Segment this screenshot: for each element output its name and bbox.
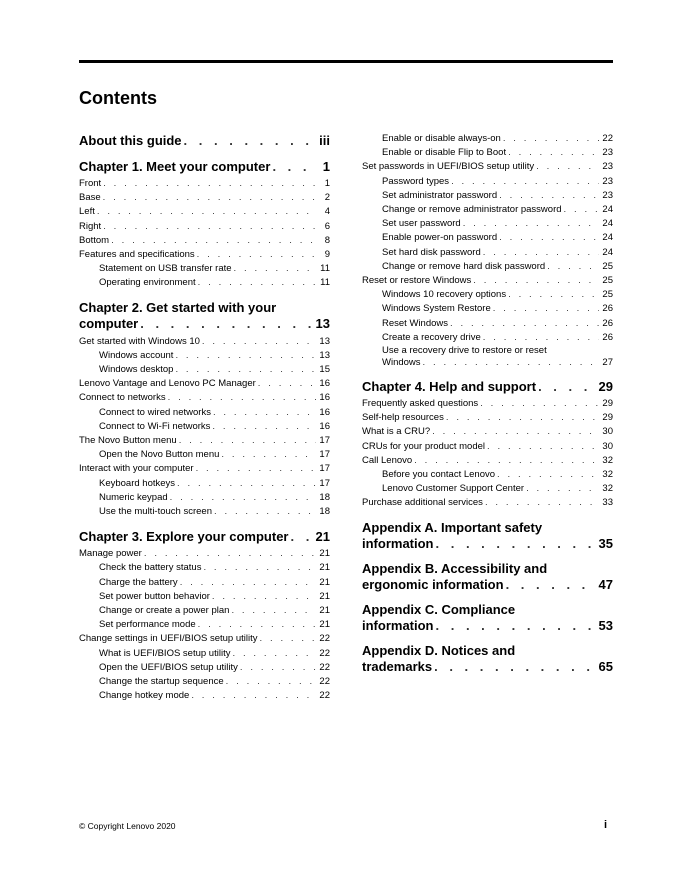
toc-entry-page: 27 <box>602 357 613 369</box>
toc-subsection-entry[interactable] <box>362 288 613 302</box>
toc-entry-title: Numeric keypad <box>99 491 168 503</box>
toc-entry-page: 26 <box>602 317 613 329</box>
toc-entry-page: 21 <box>319 590 330 602</box>
toc-entry-title: Chapter 4. Help and support <box>362 379 537 395</box>
toc-subsection-entry[interactable] <box>79 590 330 604</box>
toc-entry-title: Windows <box>382 357 421 369</box>
dot-leader <box>179 434 316 448</box>
dot-leader <box>506 577 597 593</box>
toc-entry-title: Frequently asked questions <box>362 398 479 410</box>
toc-entry-title: ergonomic information <box>362 576 504 592</box>
toc-entry-title: Open the Novo Button menu <box>99 449 220 461</box>
toc-entry-title: Set performance mode <box>99 619 196 631</box>
toc-entry-title: Reset Windows <box>382 317 448 329</box>
toc-entry-page: 32 <box>602 469 613 481</box>
toc-entry-page: 17 <box>319 435 330 447</box>
page-number: i <box>604 819 608 831</box>
toc-entry-page: 22 <box>319 661 330 673</box>
toc-entry-title: Windows System Restore <box>382 303 491 315</box>
toc-entry-title: Set administrator password <box>382 189 498 201</box>
toc-section-entry[interactable] <box>362 274 613 288</box>
copyright-notice: © Copyright Lenovo 2020 <box>79 821 176 831</box>
toc-entry-page: 24 <box>602 246 613 258</box>
toc-entry-title: Check the battery status <box>99 562 202 574</box>
toc-entry[interactable] <box>79 316 330 332</box>
toc-entry-title: What is a CRU? <box>362 426 431 438</box>
toc-entry-title: information <box>362 617 434 633</box>
toc-chapter-entry[interactable] <box>79 300 330 332</box>
toc-subsection-entry[interactable] <box>79 262 330 276</box>
toc-entry-page: 33 <box>602 497 613 509</box>
toc-subsection-entry[interactable] <box>79 349 330 363</box>
toc-entry-page: 22 <box>319 633 330 645</box>
toc-entry-page: 2 <box>324 192 330 204</box>
toc-entry-page: 47 <box>598 576 613 592</box>
toc-entry-page: 16 <box>319 406 330 418</box>
toc-entry-page: 13 <box>319 335 330 347</box>
toc-subsection-entry[interactable] <box>362 217 613 231</box>
toc-section-entry[interactable] <box>79 632 330 646</box>
toc-subsection-entry[interactable] <box>79 491 330 505</box>
toc-section-entry[interactable] <box>362 160 613 174</box>
dot-leader <box>226 675 316 689</box>
toc-entry-title: Change or remove administrator password <box>382 204 562 216</box>
toc-entry[interactable] <box>362 536 613 552</box>
toc-entry-page: 32 <box>602 483 613 495</box>
toc-section-entry[interactable] <box>362 440 613 454</box>
dot-leader <box>538 378 596 395</box>
toc-entry-page: 29 <box>598 379 613 395</box>
toc-chapter-entry[interactable] <box>79 158 330 175</box>
page-title: Contents <box>79 88 157 108</box>
toc-subsection-entry[interactable] <box>362 482 613 496</box>
dot-leader <box>198 276 316 290</box>
toc-subsection-entry[interactable] <box>79 420 330 434</box>
dot-leader <box>487 440 599 454</box>
toc-subsection-entry[interactable] <box>79 448 330 462</box>
toc-entry[interactable] <box>382 357 613 369</box>
toc-entry-page: 53 <box>598 617 613 633</box>
toc-entry-page: 21 <box>319 619 330 631</box>
toc-subsection-entry[interactable] <box>79 647 330 661</box>
toc-section-entry[interactable] <box>79 391 330 405</box>
toc-section-entry[interactable] <box>79 248 330 262</box>
dot-leader <box>451 175 599 189</box>
toc-entry-page: 16 <box>319 378 330 390</box>
toc-chapter-entry[interactable] <box>362 378 613 395</box>
toc-entry-page: 9 <box>324 249 330 261</box>
toc-entry-page: 16 <box>319 420 330 432</box>
toc-entry-title: CRUs for your product model <box>362 440 486 452</box>
toc-entry-title: Open the UEFI/BIOS setup utility <box>99 661 238 673</box>
toc-section-entry[interactable] <box>362 425 613 439</box>
toc-chapter-entry[interactable] <box>362 520 613 552</box>
toc-entry-page: 24 <box>602 204 613 216</box>
dot-leader <box>203 561 316 575</box>
toc-subsection-entry[interactable] <box>79 675 330 689</box>
toc-entry-title: Connect to networks <box>79 392 166 404</box>
toc-entry-title: Windows 10 recovery options <box>382 289 507 301</box>
toc-entry-title: Create a recovery drive <box>382 331 481 343</box>
toc-entry-title: Windows desktop <box>99 364 174 376</box>
toc-entry-title: information <box>362 535 434 551</box>
toc-entry-page: 23 <box>602 189 613 201</box>
toc-entry-page: 1 <box>324 178 330 189</box>
toc-entry-page: 21 <box>315 529 330 545</box>
toc-entry-page: 26 <box>602 331 613 343</box>
toc-subsection-entry[interactable] <box>79 561 330 575</box>
toc-section-entry[interactable] <box>79 462 330 476</box>
dot-leader <box>483 246 599 260</box>
dot-leader <box>214 505 316 519</box>
dot-leader <box>499 231 599 245</box>
toc-entry-title: Appendix D. Notices and <box>362 642 516 658</box>
toc-entry-title: Appendix B. Accessibility and <box>362 560 548 576</box>
toc-entry-page: 8 <box>324 234 330 246</box>
toc-entry-page: 11 <box>320 277 330 289</box>
toc-entry-page: 17 <box>319 477 330 489</box>
dot-leader <box>232 647 316 661</box>
toc-entry-page: 30 <box>602 426 613 438</box>
dot-leader <box>508 288 599 302</box>
toc-entry-title: Front <box>79 178 102 189</box>
dot-leader <box>450 317 599 331</box>
dot-leader <box>212 420 316 434</box>
toc-entry-page: 26 <box>602 303 613 315</box>
toc-entry-title: Call Lenovo <box>362 454 413 466</box>
toc-entry-page: 24 <box>602 232 613 244</box>
dot-leader <box>191 689 316 703</box>
toc-subsection-entry[interactable] <box>79 618 330 632</box>
toc-subsection-entry[interactable] <box>79 661 330 675</box>
toc-entry-title: Enable or disable always-on <box>382 133 501 144</box>
toc-entry-page: 32 <box>602 454 613 466</box>
toc-entry-page: 24 <box>602 218 613 230</box>
toc-entry-page: 6 <box>324 220 330 232</box>
toc-subsection-entry[interactable] <box>79 477 330 491</box>
toc-entry[interactable] <box>362 659 613 675</box>
dot-leader <box>221 448 316 462</box>
toc-section-entry[interactable] <box>79 220 330 234</box>
toc-entry-title: Change or create a power plan <box>99 605 230 617</box>
toc-entry-title: Keyboard hotkeys <box>99 477 176 489</box>
toc-entry-title: Self-help resources <box>362 412 444 424</box>
dot-leader <box>140 316 313 332</box>
toc-subsection-entry[interactable] <box>362 260 613 274</box>
toc-entry-page: 16 <box>319 392 330 404</box>
toc-section-entry[interactable] <box>362 411 613 425</box>
toc-entry-title: Set power button behavior <box>99 590 210 602</box>
toc-entry-title: trademarks <box>362 658 433 674</box>
dot-leader <box>103 220 316 234</box>
toc-entry-title: Windows account <box>99 349 174 361</box>
dot-leader <box>111 234 316 248</box>
toc-subsection-entry[interactable] <box>79 276 330 290</box>
toc-section-entry[interactable] <box>362 397 613 411</box>
dot-leader <box>170 491 316 505</box>
toc-left-column <box>79 132 330 704</box>
toc-entry-page: 1 <box>322 159 330 174</box>
toc-section-entry[interactable] <box>79 234 330 248</box>
toc-entry-page: 22 <box>602 133 613 144</box>
toc-section-entry[interactable] <box>362 496 613 510</box>
toc-entry-page: 18 <box>319 491 330 503</box>
toc-entry-page: 17 <box>319 449 330 461</box>
toc-entry-title: Get started with Windows 10 <box>79 335 200 347</box>
toc-entry-title: Manage power <box>79 548 142 560</box>
toc-entry-page: 13 <box>315 315 330 331</box>
dot-leader <box>197 248 316 262</box>
toc-entry-title: What is UEFI/BIOS setup utility <box>99 647 231 659</box>
toc-entry-title: Password types <box>382 175 450 187</box>
toc-chapter-entry[interactable] <box>79 132 330 149</box>
dot-leader <box>103 177 316 191</box>
toc-entry-title: Right <box>79 220 102 232</box>
toc-entry[interactable] <box>362 577 613 593</box>
toc-entry-title: Purchase additional services <box>362 497 483 509</box>
toc-section-entry[interactable] <box>362 454 613 468</box>
toc-entry-title: Chapter 1. Meet your computer <box>79 159 271 174</box>
dot-leader <box>291 528 314 545</box>
dot-leader <box>436 618 597 634</box>
toc-entry-title: Lenovo Vantage and Lenovo PC Manager <box>79 378 256 390</box>
dot-leader <box>231 604 316 618</box>
toc-entry-title: Change or remove hard disk password <box>382 260 546 272</box>
dot-leader <box>446 411 599 425</box>
dot-leader <box>103 191 316 205</box>
toc-subsection-entry[interactable] <box>362 468 613 482</box>
toc-section-entry[interactable] <box>79 547 330 561</box>
toc-subsection-entry[interactable] <box>79 406 330 420</box>
toc-subsection-entry[interactable] <box>362 231 613 245</box>
dot-leader <box>564 203 599 217</box>
toc-entry-title: Change settings in UEFI/BIOS setup utility <box>79 633 258 645</box>
toc-entry-page: 21 <box>319 562 330 574</box>
dot-leader <box>240 661 316 675</box>
toc-section-entry[interactable] <box>79 434 330 448</box>
toc-entry-title: computer <box>79 315 139 331</box>
toc-subsection-entry[interactable] <box>79 505 330 519</box>
dot-leader <box>483 331 599 345</box>
toc-entry-page: 65 <box>598 658 613 674</box>
toc-entry-title: Charge the battery <box>99 576 178 588</box>
dot-leader <box>436 536 597 552</box>
toc-entry-page: 15 <box>319 364 330 376</box>
toc-entry-title: Set passwords in UEFI/BIOS setup utility <box>362 161 535 173</box>
dot-leader <box>499 189 599 203</box>
toc-section-entry[interactable] <box>79 377 330 391</box>
dot-leader <box>97 205 316 219</box>
dot-leader <box>258 377 316 391</box>
dot-leader <box>198 618 316 632</box>
toc-section-entry[interactable] <box>79 177 330 191</box>
toc-right-column <box>362 132 613 678</box>
dot-leader <box>547 260 599 274</box>
toc-entry-title: Statement on USB transfer rate <box>99 263 232 275</box>
toc-subsection-entry[interactable] <box>362 246 613 260</box>
toc-chapter-entry[interactable] <box>362 643 613 675</box>
toc-entry-title: Use a recovery drive to restore or reset <box>382 345 547 357</box>
dot-leader <box>473 274 599 288</box>
toc-entry-page: 4 <box>324 206 330 218</box>
toc-entry-page: 25 <box>602 275 613 287</box>
dot-leader <box>202 335 316 349</box>
toc-chapter-entry[interactable] <box>79 528 330 545</box>
toc-entry-page: 22 <box>319 676 330 688</box>
toc-subsection-entry[interactable] <box>362 345 613 369</box>
toc-entry-title: Chapter 2. Get started with your <box>79 299 277 315</box>
dot-leader <box>493 302 599 316</box>
dot-leader <box>463 217 599 231</box>
toc-entry-title: Appendix C. Compliance <box>362 601 516 617</box>
toc-entry-page: 29 <box>602 412 613 424</box>
toc-entry-page: 25 <box>602 260 613 272</box>
toc-entry-page: 23 <box>602 175 613 187</box>
toc-entry-page: 22 <box>319 690 330 702</box>
toc-entry-title: About this guide <box>79 133 182 148</box>
toc-entry[interactable] <box>362 618 613 634</box>
dot-leader <box>196 462 316 476</box>
toc-chapter-entry[interactable] <box>362 602 613 634</box>
toc-subsection-entry[interactable] <box>79 689 330 703</box>
toc-entry-title: Chapter 3. Explore your computer <box>79 529 289 545</box>
toc-entry-title: Connect to Wi-Fi networks <box>99 420 211 432</box>
toc-subsection-entry[interactable] <box>362 189 613 203</box>
toc-entry-page: 35 <box>598 535 613 551</box>
toc-subsection-entry[interactable] <box>362 203 613 217</box>
toc-entry-page: 30 <box>602 440 613 452</box>
dot-leader <box>259 632 316 646</box>
toc-entry-title: Bottom <box>79 234 110 246</box>
toc-entry-page: 13 <box>319 349 330 361</box>
dot-leader <box>434 659 596 675</box>
toc-subsection-entry[interactable] <box>362 146 613 160</box>
toc-subsection-entry[interactable] <box>79 604 330 618</box>
dot-leader <box>175 363 316 377</box>
toc-entry-title: Left <box>79 206 95 218</box>
toc-entry-page: 11 <box>320 263 330 275</box>
toc-entry-page: 21 <box>319 548 330 560</box>
toc-section-entry[interactable] <box>79 191 330 205</box>
toc-entry-page: 18 <box>319 506 330 518</box>
toc-entry-page: 23 <box>602 161 613 173</box>
toc-subsection-entry[interactable] <box>362 175 613 189</box>
toc-entry-page: 21 <box>319 576 330 588</box>
dot-leader <box>526 482 599 496</box>
dot-leader <box>175 349 316 363</box>
toc-entry-page: 29 <box>602 398 613 410</box>
dot-leader <box>180 576 316 590</box>
toc-entry-page: 21 <box>319 605 330 617</box>
dot-leader <box>212 590 316 604</box>
toc-entry-title: Change hotkey mode <box>99 690 190 702</box>
toc-subsection-entry[interactable] <box>362 317 613 331</box>
toc-entry-title: Features and specifications <box>79 249 195 261</box>
toc-entry-page: iii <box>319 133 330 148</box>
toc-entry-page: 25 <box>602 289 613 301</box>
dot-leader <box>234 262 316 276</box>
toc-entry-title: Before you contact Lenovo <box>382 469 496 481</box>
toc-entry-title: Change the startup sequence <box>99 676 224 688</box>
toc-entry-page: 23 <box>602 147 613 159</box>
toc-entry-title: Reset or restore Windows <box>362 275 472 287</box>
toc-subsection-entry[interactable] <box>79 576 330 590</box>
toc-subsection-entry[interactable] <box>362 302 613 316</box>
dot-leader <box>485 496 599 510</box>
dot-leader <box>272 158 316 175</box>
toc-subsection-entry[interactable] <box>362 331 613 345</box>
toc-entry-title: Connect to wired networks <box>99 406 211 418</box>
toc-entry-title: Lenovo Customer Support Center <box>382 483 525 495</box>
toc-section-entry[interactable] <box>79 335 330 349</box>
toc-entry-title: Interact with your computer <box>79 463 194 475</box>
dot-leader <box>503 132 599 146</box>
toc-entry-title: Enable or disable Flip to Boot <box>382 147 507 159</box>
toc-entry-title: Use the multi-touch screen <box>99 506 212 518</box>
dot-leader <box>213 406 316 420</box>
top-rule <box>79 60 613 63</box>
toc-entry-title: Set hard disk password <box>382 246 481 258</box>
dot-leader <box>184 132 316 149</box>
toc-entry-title: The Novo Button menu <box>79 435 177 447</box>
toc-entry-title: Set user password <box>382 218 461 230</box>
toc-entry-title: Base <box>79 192 101 204</box>
toc-entry-page: 22 <box>319 647 330 659</box>
dot-leader <box>480 397 599 411</box>
dot-leader <box>144 547 316 561</box>
toc-entry-title: Operating environment <box>99 277 196 289</box>
toc-section-entry[interactable] <box>79 205 330 219</box>
dot-leader <box>414 454 599 468</box>
dot-leader <box>432 425 599 439</box>
toc-entry-title: Appendix A. Important safety <box>362 519 543 535</box>
dot-leader <box>536 160 599 174</box>
toc-chapter-entry[interactable] <box>362 561 613 593</box>
dot-leader <box>508 146 599 160</box>
dot-leader <box>497 468 599 482</box>
toc-entry-page: 17 <box>319 463 330 475</box>
toc-subsection-entry[interactable] <box>362 132 613 146</box>
toc-entry-title: Enable power-on password <box>382 232 498 244</box>
dot-leader <box>168 391 316 405</box>
toc-subsection-entry[interactable] <box>79 363 330 377</box>
dot-leader <box>423 357 599 369</box>
dot-leader <box>177 477 316 491</box>
